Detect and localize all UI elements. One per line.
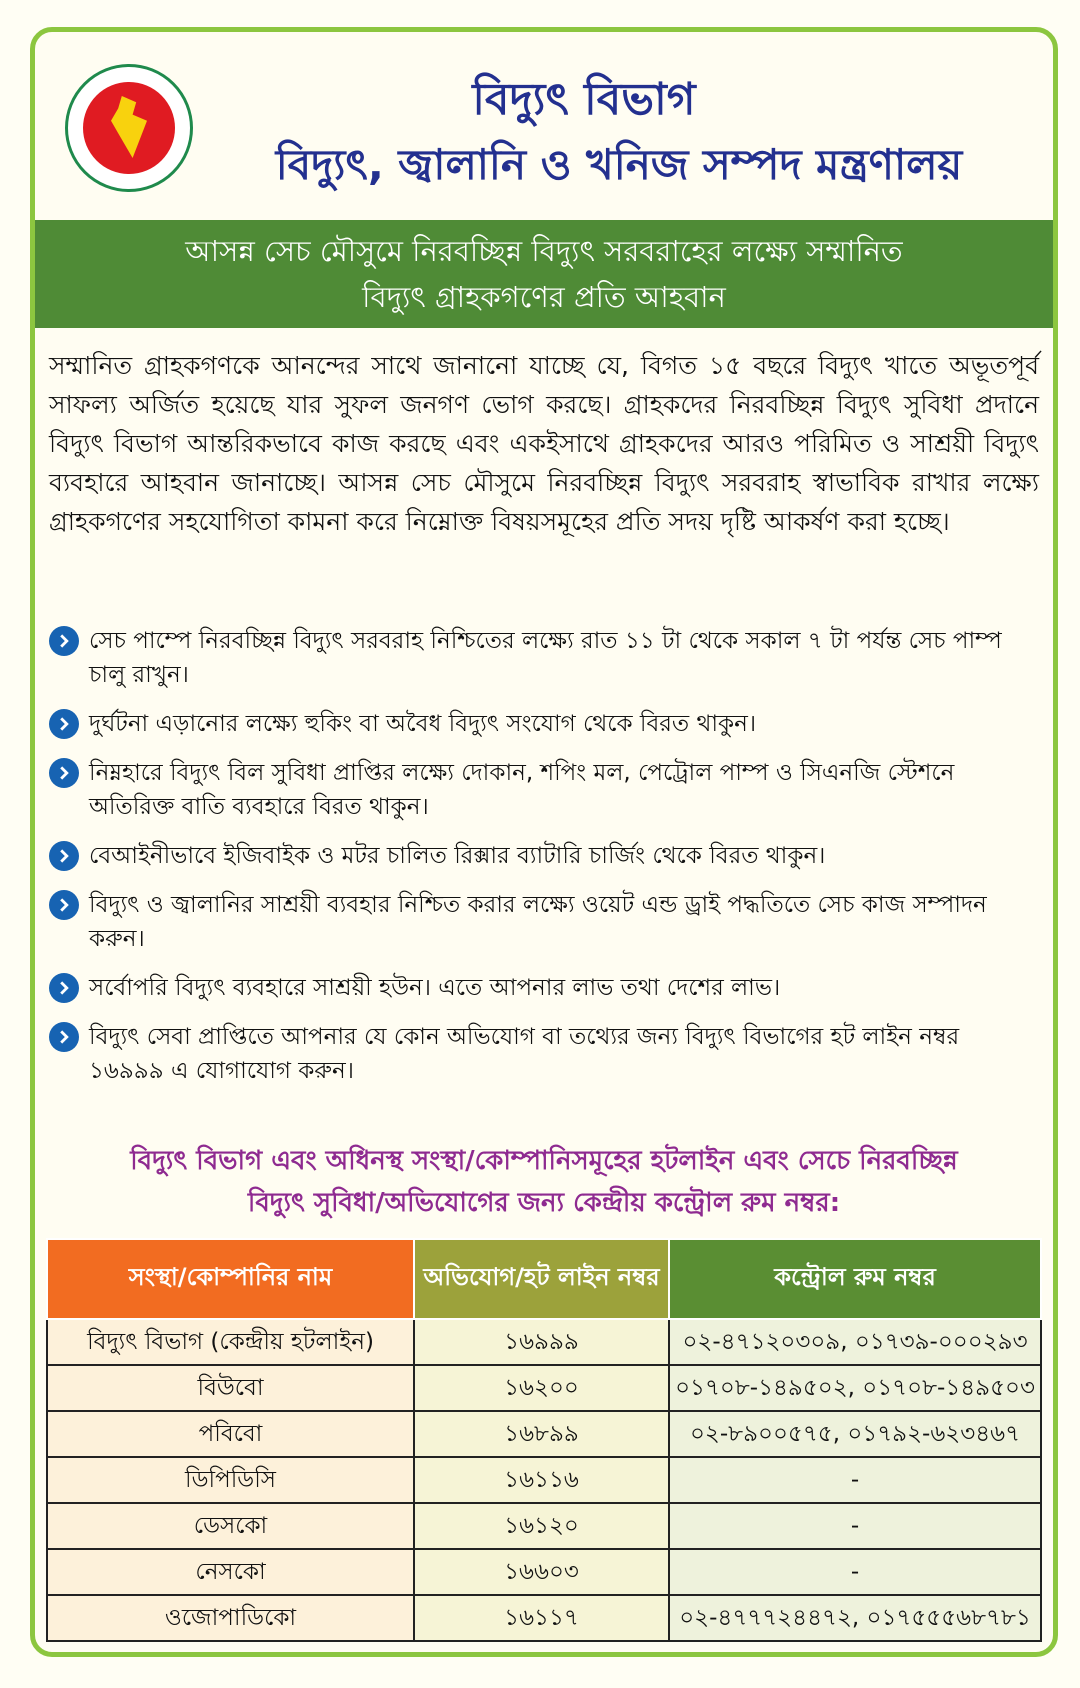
hotline-heading-line-2: বিদ্যুৎ সুবিধা/অভিযোগের জন্য কেন্দ্রীয় কন্ট্রোল রুম নম্বর:	[247, 1188, 841, 1218]
chevron-right-icon	[49, 709, 79, 739]
control-room-number: ০২-৪৭৭৭২৪৪৭২, ০১৭৫৫৫৬৮৭৮১	[669, 1595, 1041, 1641]
banner-line-2: বিদ্যুৎ গ্রাহকগণের প্রতি আহবান	[362, 280, 726, 314]
control-room-number: ০২-৮৯০০৫৭৫, ০১৭৯২-৬২৩৪৬৭	[669, 1411, 1041, 1457]
bullet-item	[49, 888, 1039, 956]
bullet-text: বিদ্যুৎ ও জ্বালানির সাশ্রয়ী ব্যবহার নিশ্চিত করার লক্ষ্যে ওয়েট এন্ড ড্রাই পদ্ধতিতে সেচ কাজ সম্পাদন করুন।	[89, 892, 987, 952]
bullet-text: সেচ পাম্পে নিরবচ্ছিন্ন বিদ্যুৎ সরবরাহ নিশ্চিতের লক্ষ্যে রাত ১১ টা থেকে সকাল ৭ টা পর্যন্ত সেচ পাম্প চালু রাখুন।	[89, 628, 1002, 688]
company-name: বিউবো	[47, 1365, 414, 1411]
hotline-number: ১৬৯৯৯	[414, 1319, 669, 1365]
ministry-title: বিদ্যুৎ, জ্বালানি ও খনিজ সম্পদ মন্ত্রণালয়	[275, 140, 963, 189]
bullet-item	[49, 971, 1039, 1005]
hotline-number: ১৬১১৭	[414, 1595, 669, 1641]
header-company: সংস্থা/কোম্পানির নাম	[47, 1239, 414, 1319]
chevron-right-icon	[49, 626, 79, 656]
bullet-text: দুর্ঘটনা এড়ানোর লক্ষ্যে হুকিং বা অবৈধ বিদ্যুৎ সংযোগ থেকে বিরত থাকুন।	[89, 711, 757, 737]
bullet-item	[49, 1020, 1039, 1088]
bullet-text: নিম্নহারে বিদ্যুৎ বিল সুবিধা প্রাপ্তির লক্ষ্যে দোকান, শপিং মল, পেট্রোল পাম্প ও সিএনজি স্টেশনে অতিরিক্ত বাতি ব্যবহারে বিরত থাকুন।	[89, 760, 955, 820]
hotline-table	[46, 1238, 1042, 1642]
hotline-number: ১৬১২০	[414, 1503, 669, 1549]
table-row	[47, 1595, 1041, 1641]
bullet-text: বেআইনীভাবে ইজিবাইক ও মটর চালিত রিক্সার ব্যাটারি চার্জিং থেকে বিরত থাকুন।	[89, 843, 826, 869]
chevron-right-icon	[49, 890, 79, 920]
bullet-list	[49, 624, 1039, 1103]
control-room-number: -	[669, 1457, 1041, 1503]
hotline-number: ১৬৮৯৯	[414, 1411, 669, 1457]
bullet-item	[49, 707, 1039, 741]
control-room-number: -	[669, 1549, 1041, 1595]
header-hotline: অভিযোগ/হট লাইন নম্বর	[414, 1239, 669, 1319]
intro-paragraph: সম্মানিত গ্রাহকগণকে আনন্দের সাথে জানানো যাচ্ছে যে, বিগত ১৫ বছরে বিদ্যুৎ খাতে অভূতপূর্ব সাফল্য অর্জিত হয়েছে যার সুফল জনগণ ভোগ করছে। গ্রাহকদের নিরবচ্ছিন্ন বিদ্যুৎ সুবিধা প্রদানে বিদ্যুৎ বিভাগ আন্তরিকভাবে কাজ করছে এবং একইসাথে গ্রাহকদের আরও পরিমিত ও সাশ্রয়ী বিদ্যুৎ ব্যবহারে আহবান জানাচ্ছে। আসন্ন সেচ মৌসুমে নিরবচ্ছিন্ন বিদ্যুৎ সরবরাহ স্বাভাবিক রাখার লক্ষ্যে গ্রাহকগণের সহযোগিতা কামনা করে নিম্নোক্ত বিষয়সমূহের প্রতি সদয় দৃষ্টি আকর্ষণ করা হচ্ছে।	[49, 351, 1039, 536]
bullet-text: সর্বোপরি বিদ্যুৎ ব্যবহারে সাশ্রয়ী হউন। এতে আপনার লাভ তথা দেশের লাভ।	[89, 975, 781, 1001]
table-row	[47, 1503, 1041, 1549]
bullet-text: বিদ্যুৎ সেবা প্রাপ্তিতে আপনার যে কোন অভিযোগ বা তথ্যের জন্য বিদ্যুৎ বিভাগের হট লাইন নম্বর ১৬৯৯৯ এ যোগাযোগ করুন।	[89, 1024, 960, 1084]
chevron-right-icon	[49, 841, 79, 871]
notice-frame	[30, 27, 1058, 1657]
company-name: ডিপিডিসি	[47, 1457, 414, 1503]
bullet-item	[49, 624, 1039, 692]
control-room-number: ০১৭০৮-১৪৯৫০২, ০১৭০৮-১৪৯৫০৩	[669, 1365, 1041, 1411]
chevron-right-icon	[49, 758, 79, 788]
table-row	[47, 1457, 1041, 1503]
hotline-number: ১৬২০০	[414, 1365, 669, 1411]
company-name: বিদ্যুৎ বিভাগ (কেন্দ্রীয় হটলাইন)	[47, 1319, 414, 1365]
table-row	[47, 1319, 1041, 1365]
table-row	[47, 1365, 1041, 1411]
department-title: বিদ্যুৎ বিভাগ	[472, 74, 696, 125]
chevron-right-icon	[49, 973, 79, 1003]
header-control-room: কন্ট্রোল রুম নম্বর	[669, 1239, 1041, 1319]
company-name: ডেসকো	[47, 1503, 414, 1549]
table-row	[47, 1411, 1041, 1457]
bullet-item	[49, 839, 1039, 873]
control-room-number: -	[669, 1503, 1041, 1549]
hotline-number: ১৬৬০৩	[414, 1549, 669, 1595]
hotline-heading	[35, 1140, 1053, 1224]
control-room-number: ০২-৪৭১২০৩০৯, ০১৭৩৯-০০০২৯৩	[669, 1319, 1041, 1365]
bullet-item	[49, 756, 1039, 824]
table-row	[47, 1549, 1041, 1595]
table-header-row	[47, 1239, 1041, 1319]
company-name: নেসকো	[47, 1549, 414, 1595]
chevron-right-icon	[49, 1022, 79, 1052]
hotline-heading-line-1: বিদ্যুৎ বিভাগ এবং অধিনস্থ সংস্থা/কোম্পানিসমূহের হটলাইন এবং সেচে নিরবচ্ছিন্ন	[130, 1146, 958, 1176]
appeal-banner	[35, 220, 1053, 328]
company-name: ওজোপাডিকো	[47, 1595, 414, 1641]
banner-line-1: আসন্ন সেচ মৌসুমে নিরবচ্ছিন্ন বিদ্যুৎ সরবরাহের লক্ষ্যে সম্মানিত	[185, 234, 903, 268]
hotline-number: ১৬১১৬	[414, 1457, 669, 1503]
company-name: পবিবো	[47, 1411, 414, 1457]
